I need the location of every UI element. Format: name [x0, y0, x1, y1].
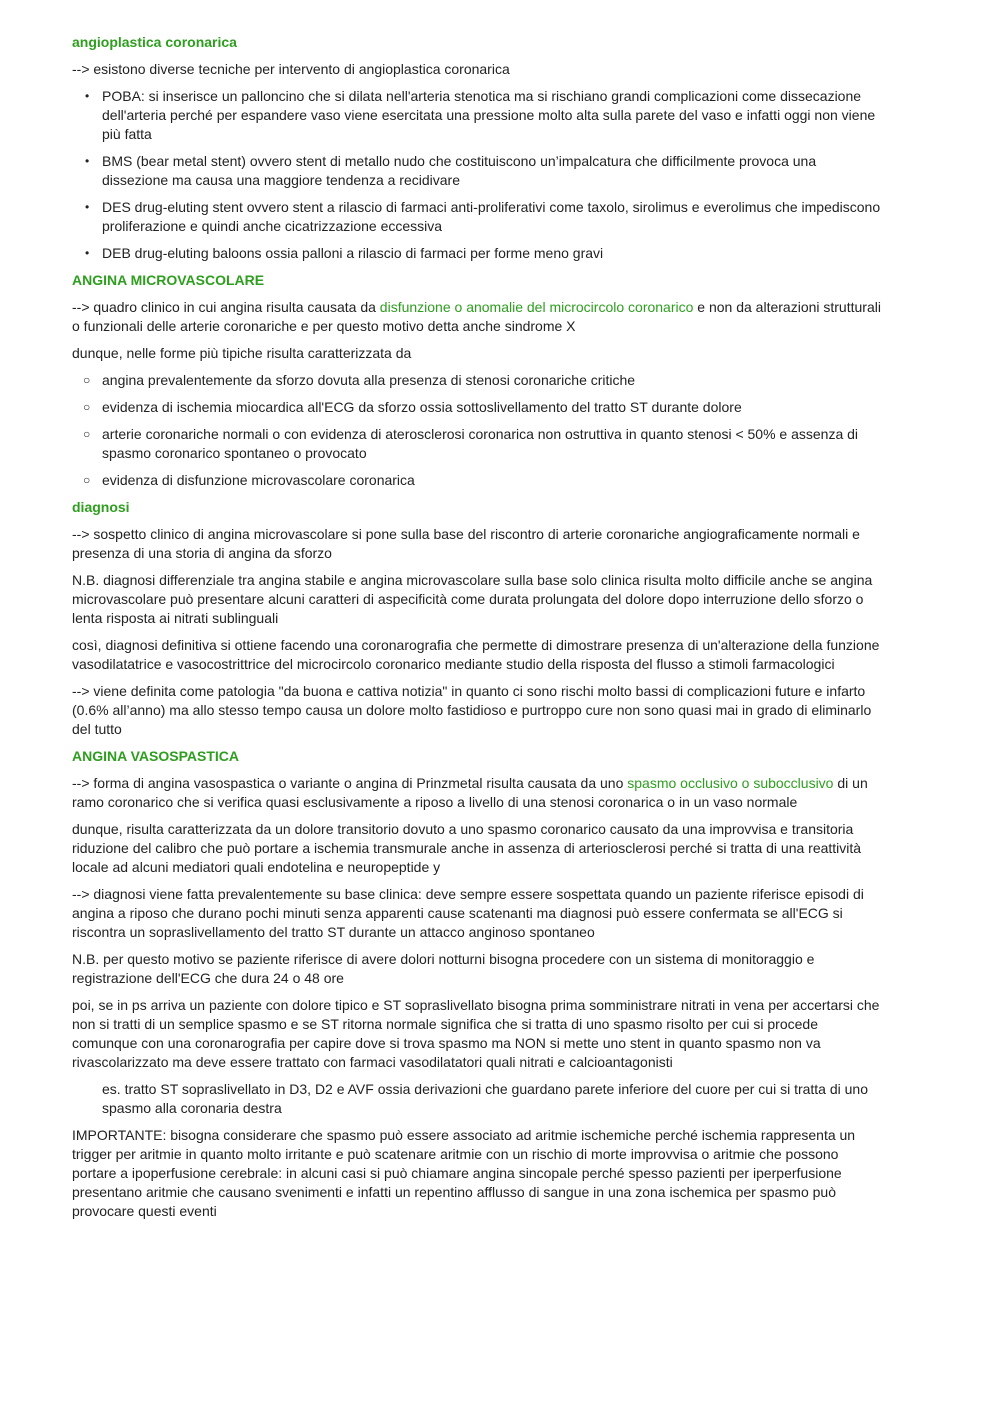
diagnosi-para-4: --> viene definita come patologia "da buona e cattiva notizia" in quanto ci sono rischi molto bassi di complicazioni future e infarto (0.6% all’anno) ma allo stesso tempo causa un dolore molto fastidioso e purtroppo cure non sono quasi mai in grado di eliminarlo del tutto	[72, 683, 872, 737]
heading-angioplastica: angioplastica coronarica	[72, 34, 237, 50]
bullet-dot-icon: •	[85, 246, 90, 260]
microvascolare-para: dunque, nelle forme più tipiche risulta caratterizzata da	[72, 345, 412, 361]
bullet-dot-icon: •	[85, 200, 90, 214]
vasospastica-importante: IMPORTANTE: bisogna considerare che spasmo può essere associato ad aritmie ischemiche perché ischemia rappresenta un trigger per aritmie in quanto molto irritante e può scatenare aritmie con un rischio di morte improvvisa o aritmie che possono portare a ipoperfusione cerebrale: in alcuni casi si può chiamare angina sincopale perché spesso pazienti per iperperfusione presentano aritmie che causano svenimenti e infatti un repentino afflusso di sangue in una zona ischemica per spasmo può provocare questi eventi	[72, 1127, 856, 1219]
bullet-dot-icon: •	[85, 154, 90, 168]
diagnosi-para-2: N.B. diagnosi differenziale tra angina stabile e angina microvascolare sulla base solo clinica risulta molto difficile anche se angina microvascolare può presentare alcuni caratteri di aspecificità come durata prolungata del dolore dopo interruzione dello sforzo o lenta risposta ai nitrati sublinguali	[72, 572, 873, 626]
microvascolare-list	[72, 371, 884, 490]
list-item: • POBA: si inserisce un palloncino che si dilata nell'arteria stenotica ma si rischiano grandi complicazioni come dissecazione dell'arteria perché per espandere vaso viene esercitata una pressione molto alta sulla parete del vaso e infatti oggi non viene più fatta	[85, 88, 876, 142]
highlight-text: spasmo occlusivo o subocclusivo	[627, 775, 834, 791]
list-item: ○ arterie coronariche normali o con evidenza di aterosclerosi coronarica non ostruttiva in quanto stenosi < 50% e assenza di spasmo coronarico spontaneo o provocato	[83, 426, 859, 461]
angioplastica-intro: --> esistono diverse tecniche per intervento di angioplastica coronarica	[72, 61, 510, 77]
diagnosi-para-3: così, diagnosi definitiva si ottiene facendo una coronarografia che permette di dimostrare presenza di un'alterazione della funzione vasodilatatrice e vasocostrittrice del microcircolo coronarico mediante studio della risposta del flusso a stimoli farmacologici	[72, 637, 880, 672]
vasospastica-intro: --> forma di angina vasospastica o variante o angina di Prinzmetal risulta causata da uno spasmo occlusivo o subocclusivo di un ramo coronarico che si verifica quasi esclusivamente a riposo a livello di una stenosi coronarica o in un vaso normale	[72, 775, 868, 810]
heading-angina-vasospastica: ANGINA VASOSPASTICA	[72, 748, 239, 764]
list-item: • DEB drug-eluting baloons ossia palloni a rilascio di farmaci per forme meno gravi	[85, 245, 604, 261]
list-item: ○ evidenza di ischemia miocardica all'ECG da sforzo ossia sottoslivellamento del tratto ST durante dolore	[83, 399, 742, 415]
highlight-text: disfunzione o anomalie del microcircolo coronarico	[379, 299, 694, 315]
heading-diagnosi: diagnosi	[72, 499, 130, 515]
list-item: • DES drug-eluting stent ovvero stent a rilascio di farmaci anti-proliferativi come taxolo, sirolimus e everolimus che impediscono proliferazione e quindi anche cicatrizzazione eccessiva	[85, 199, 881, 234]
vasospastica-para-3: --> diagnosi viene fatta prevalentemente su base clinica: deve sempre essere sospettata quando un paziente riferisce episodi di angina a riposo che durano pochi minuti senza apparenti cause scatenanti ma diagnosi può essere confermata se all'ECG si riscontra un sopraslivellamento del tratto ST durante un attacco anginoso spontaneo	[72, 886, 864, 940]
vasospastica-para-5: poi, se in ps arriva un paziente con dolore tipico e ST sopraslivellato bisogna prima somministrare nitrati in vena per accertarsi che non si tratti di un semplice spasmo e se ST ritorna normale significa che si tratta di uno spasmo risolto per cui si procede comunque con una coronarografia per capire dove si trova spasmo ma NON si mette uno stent in quanto spasmo non va rivascolarizzato ma deve essere trattato con farmaci vasodilatatori quali nitrati e calcioantagonisti	[72, 997, 880, 1070]
document-content	[72, 33, 884, 1229]
list-item: ○ angina prevalentemente da sforzo dovuta alla presenza di stenosi coronariche critiche	[83, 372, 636, 388]
vasospastica-para-4: N.B. per questo motivo se paziente riferisce di avere dolori notturni bisogna procedere con un sistema di monitoraggio e registrazione dell'ECG che dura 24 o 48 ore	[72, 951, 815, 986]
list-item: • BMS (bear metal stent) ovvero stent di metallo nudo che costituiscono un’impalcatura che difficilmente provoca una dissezione ma causa una maggiore tendenza a recidivare	[85, 153, 817, 188]
vasospastica-para-2: dunque, risulta caratterizzata da un dolore transitorio dovuto a uno spasmo coronarico causato da una improvvisa e transitoria riduzione del calibro che può portare a ischemia transmurale anche in assenza di arteriosclerosi perché si tratta di una reattività locale ad alcuni mediatori quali endotelina e neuropeptide y	[72, 821, 862, 875]
vasospastica-example: es. tratto ST sopraslivellato in D3, D2 e AVF ossia derivazioni che guardano parete inferiore del cuore per cui si tratta di uno spasmo alla coronaria destra	[102, 1081, 869, 1116]
diagnosi-para-1: --> sospetto clinico di angina microvascolare si pone sulla base del riscontro di arterie coronariche angiograficamente normali e presenza di una storia di angina da sforzo	[72, 526, 860, 561]
bullet-circle-icon: ○	[83, 373, 91, 387]
microvascolare-intro: --> quadro clinico in cui angina risulta causata da disfunzione o anomalie del microcircolo coronarico e non da alterazioni strutturali o funzionali delle arterie coronariche e per questo motivo detta anche sindrome X	[72, 299, 881, 334]
bullet-dot-icon: •	[85, 89, 90, 103]
heading-angina-microvascolare: ANGINA MICROVASCOLARE	[72, 272, 265, 288]
bullet-circle-icon: ○	[83, 427, 91, 441]
angioplastica-list	[72, 87, 884, 263]
list-item: ○ evidenza di disfunzione microvascolare coronarica	[83, 472, 415, 488]
bullet-circle-icon: ○	[83, 400, 91, 414]
bullet-circle-icon: ○	[83, 473, 91, 487]
